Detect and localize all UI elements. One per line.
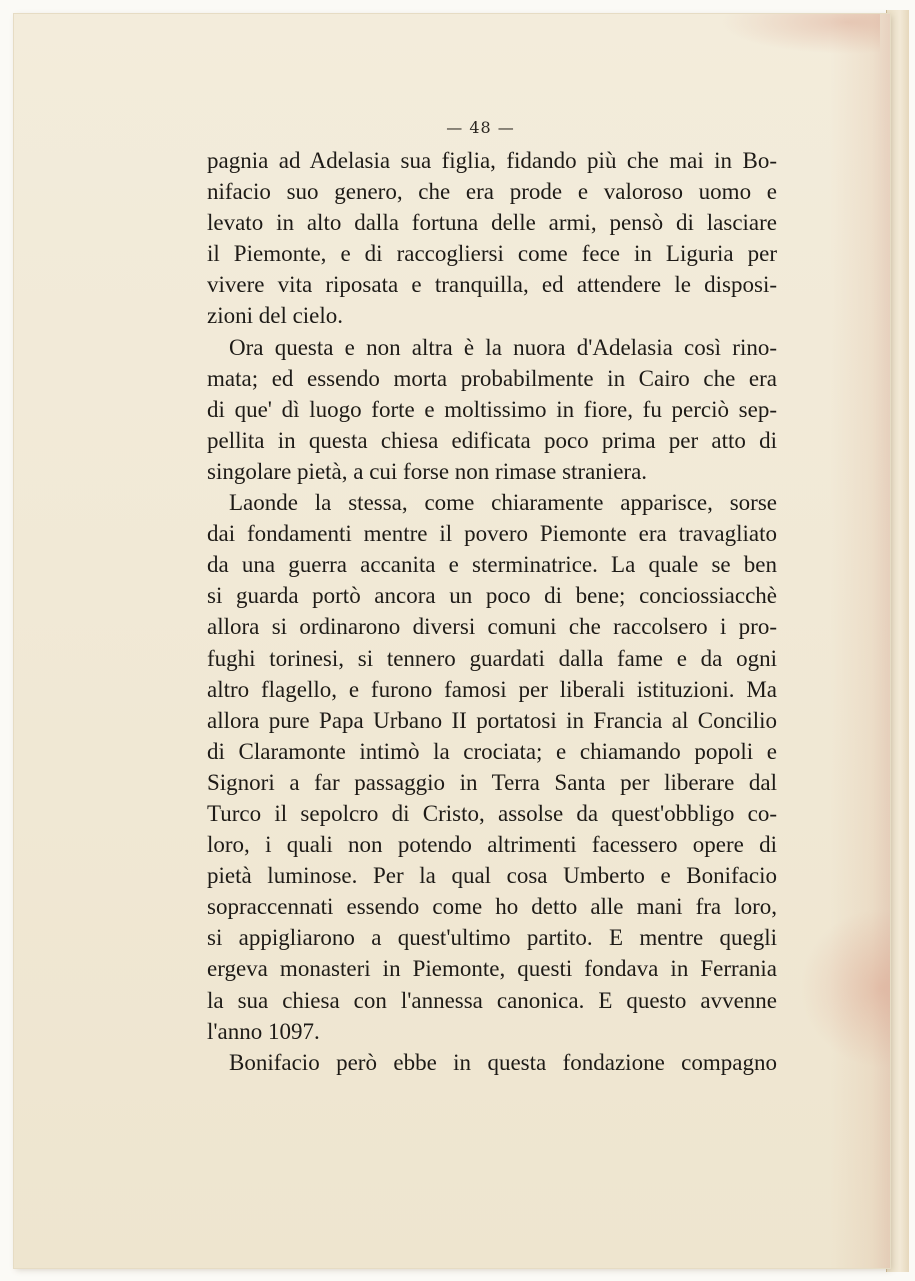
text-line: fughi torinesi, si tennero guardati dalla fame e da ogni <box>207 645 777 671</box>
paper-stain <box>720 14 880 54</box>
paragraph <box>207 487 777 1047</box>
text-line: da una guerra accanita e sterminatrice. La quale se ben <box>207 552 777 578</box>
text-line: pellita in questa chiesa edificata poco prima per atto di <box>207 427 777 453</box>
paper-stain <box>800 908 890 1068</box>
text-line: il Piemonte, e di raccogliersi come fece in Liguria per <box>207 241 777 267</box>
text-line: levato in alto dalla fortuna delle armi, pensò di lasciare <box>207 210 777 236</box>
page-number: — 48 — <box>446 118 515 137</box>
text-line: ergeva monasteri in Piemonte, questi fondava in Ferrania <box>207 956 777 982</box>
text-line: Turco il sepolcro di Cristo, assolse da quest'obbligo co- <box>207 800 777 826</box>
text-line: si guarda portò ancora un poco di bene; conciossiacchè <box>207 583 777 609</box>
text-line: dai fondamenti mentre il povero Piemonte era travagliato <box>207 521 777 547</box>
text-line: zioni del cielo. <box>207 303 344 329</box>
text-line: altro flagello, e furono famosi per liberali istituzioni. Ma <box>207 676 777 702</box>
text-line: Laonde la stessa, come chiaramente apparisce, sorse <box>229 490 777 516</box>
text-line: la sua chiesa con l'annessa canonica. E questo avvenne <box>207 987 777 1013</box>
text-line: mata; ed essendo morta probabilmente in Cairo che era <box>207 365 777 391</box>
text-line: allora si ordinarono diversi comuni che raccolsero i pro- <box>207 614 777 640</box>
text-line: sopraccennati essendo come ho detto alle mani fra loro, <box>207 894 777 920</box>
text-line: di que' dì luogo forte e moltissimo in fiore, fu perciò sep- <box>207 396 777 422</box>
text-line: pietà luminose. Per la qual cosa Umberto e Bonifacio <box>207 863 777 889</box>
text-line: Bonifacio però ebbe in questa fondazione compagno <box>229 1049 777 1075</box>
paragraph <box>207 145 777 332</box>
paragraph <box>207 332 777 487</box>
text-line: loro, i quali non potendo altrimenti facessero opere di <box>207 832 777 858</box>
text-line: Ora questa e non altra è la nuora d'Adelasia così rino- <box>229 334 777 360</box>
paragraph <box>207 1047 777 1078</box>
text-line: vivere vita riposata e tranquilla, ed attendere le disposi- <box>207 272 777 298</box>
text-line: nifacio suo genero, che era prode e valoroso uomo e <box>207 179 777 205</box>
text-line: pagnia ad Adelasia sua figlia, fidando più che mai in Bo- <box>207 148 777 173</box>
text-line: l'anno 1097. <box>207 1018 320 1044</box>
text-line: singolare pietà, a cui forse non rimase straniera. <box>207 458 648 484</box>
text-line: si appigliarono a quest'ultimo partito. E mentre quegli <box>207 925 777 951</box>
text-line: di Claramonte intimò la crociata; e chiamando popoli e <box>207 738 777 764</box>
body-text <box>207 145 777 1078</box>
text-line: allora pure Papa Urbano II portatosi in Francia al Concilio <box>207 707 777 733</box>
text-line: Signori a far passaggio in Terra Santa per liberare dal <box>207 769 777 795</box>
paper-stain <box>830 14 890 1268</box>
